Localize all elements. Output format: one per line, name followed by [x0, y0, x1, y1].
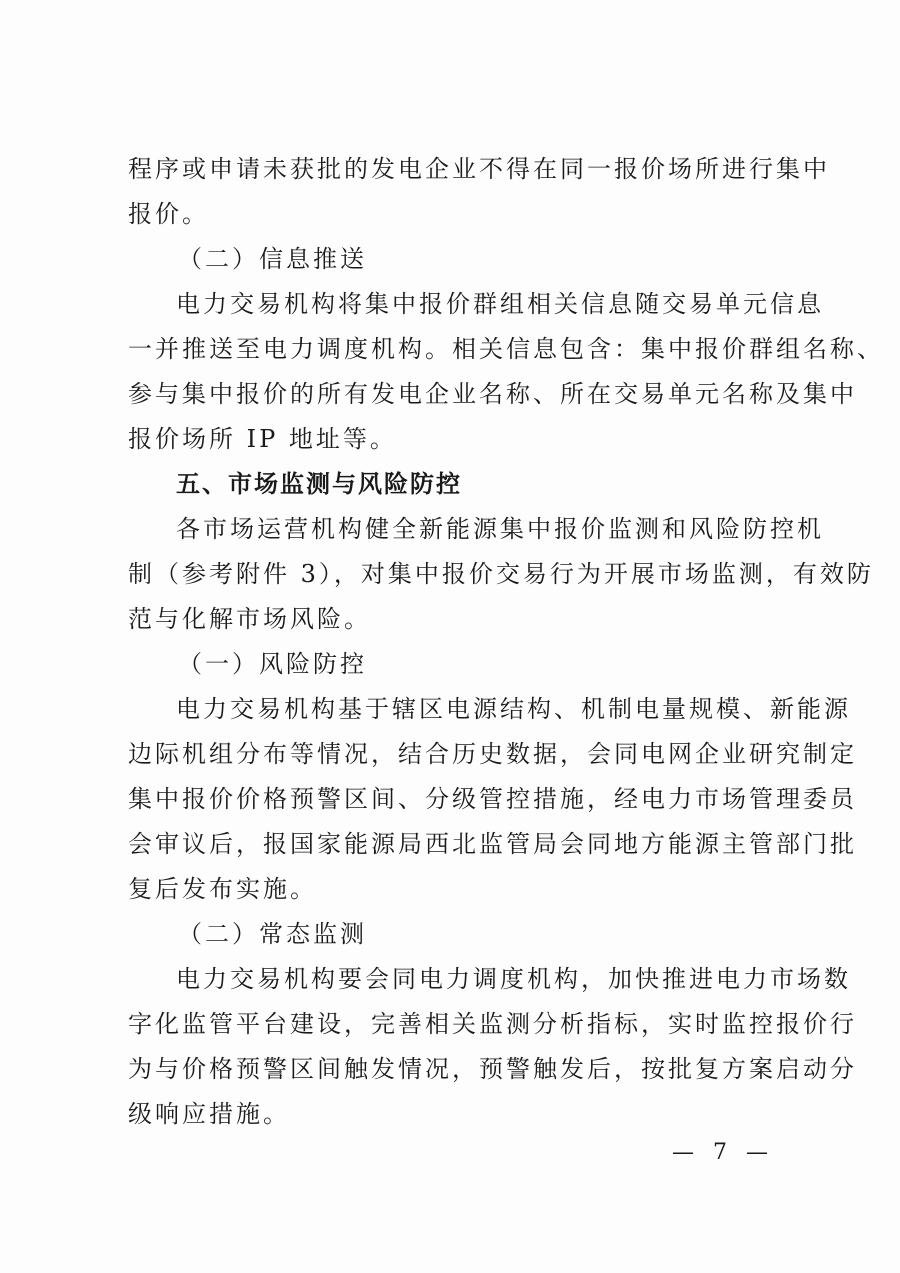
paragraph-line: 参与集中报价的所有发电企业名称、所在交易单元名称及集中: [128, 380, 857, 408]
page-number: — 7 —: [672, 1140, 774, 1165]
subsection-heading: （二）常态监测: [178, 920, 367, 948]
paragraph-line: 程序或申请未获批的发电企业不得在同一报价场所进行集中: [128, 155, 830, 183]
paragraph-line: 边际机组分布等情况，结合历史数据，会同电网企业研究制定: [128, 740, 857, 768]
paragraph-line: 报价场所 IP 地址等。: [128, 425, 397, 453]
paragraph-line: 制（参考附件 3），对集中报价交易行为开展市场监测，有效防: [128, 560, 874, 588]
paragraph-line: 会审议后，报国家能源局西北监管局会同地方能源主管部门批: [128, 830, 857, 858]
paragraph-line: 集中报价价格预警区间、分级管控措施，经电力市场管理委员: [128, 785, 857, 813]
subsection-heading: （一）风险防控: [178, 650, 367, 678]
section-heading: 五、市场监测与风险防控: [176, 470, 462, 498]
paragraph-line: 字化监管平台建设，完善相关监测分析指标，实时监控报价行: [128, 1010, 857, 1038]
paragraph-line: 为与价格预警区间触发情况，预警触发后，按批复方案启动分: [128, 1055, 857, 1083]
paragraph-line: 电力交易机构将集中报价群组相关信息随交易单元信息: [176, 290, 824, 318]
paragraph-line: 电力交易机构要会同电力调度机构，加快推进电力市场数: [176, 965, 851, 993]
paragraph-line: 各市场运营机构健全新能源集中报价监测和风险防控机: [176, 515, 824, 543]
paragraph-line: 复后发布实施。: [128, 875, 317, 903]
paragraph-line: 报价。: [128, 200, 209, 228]
paragraph-line: 范与化解市场风险。: [128, 605, 371, 633]
paragraph-line: 级响应措施。: [128, 1100, 290, 1128]
paragraph-line: 电力交易机构基于辖区电源结构、机制电量规模、新能源: [176, 695, 851, 723]
subsection-heading: （二）信息推送: [178, 245, 367, 273]
paragraph-line: 一并推送至电力调度机构。相关信息包含：集中报价群组名称、: [128, 335, 884, 363]
